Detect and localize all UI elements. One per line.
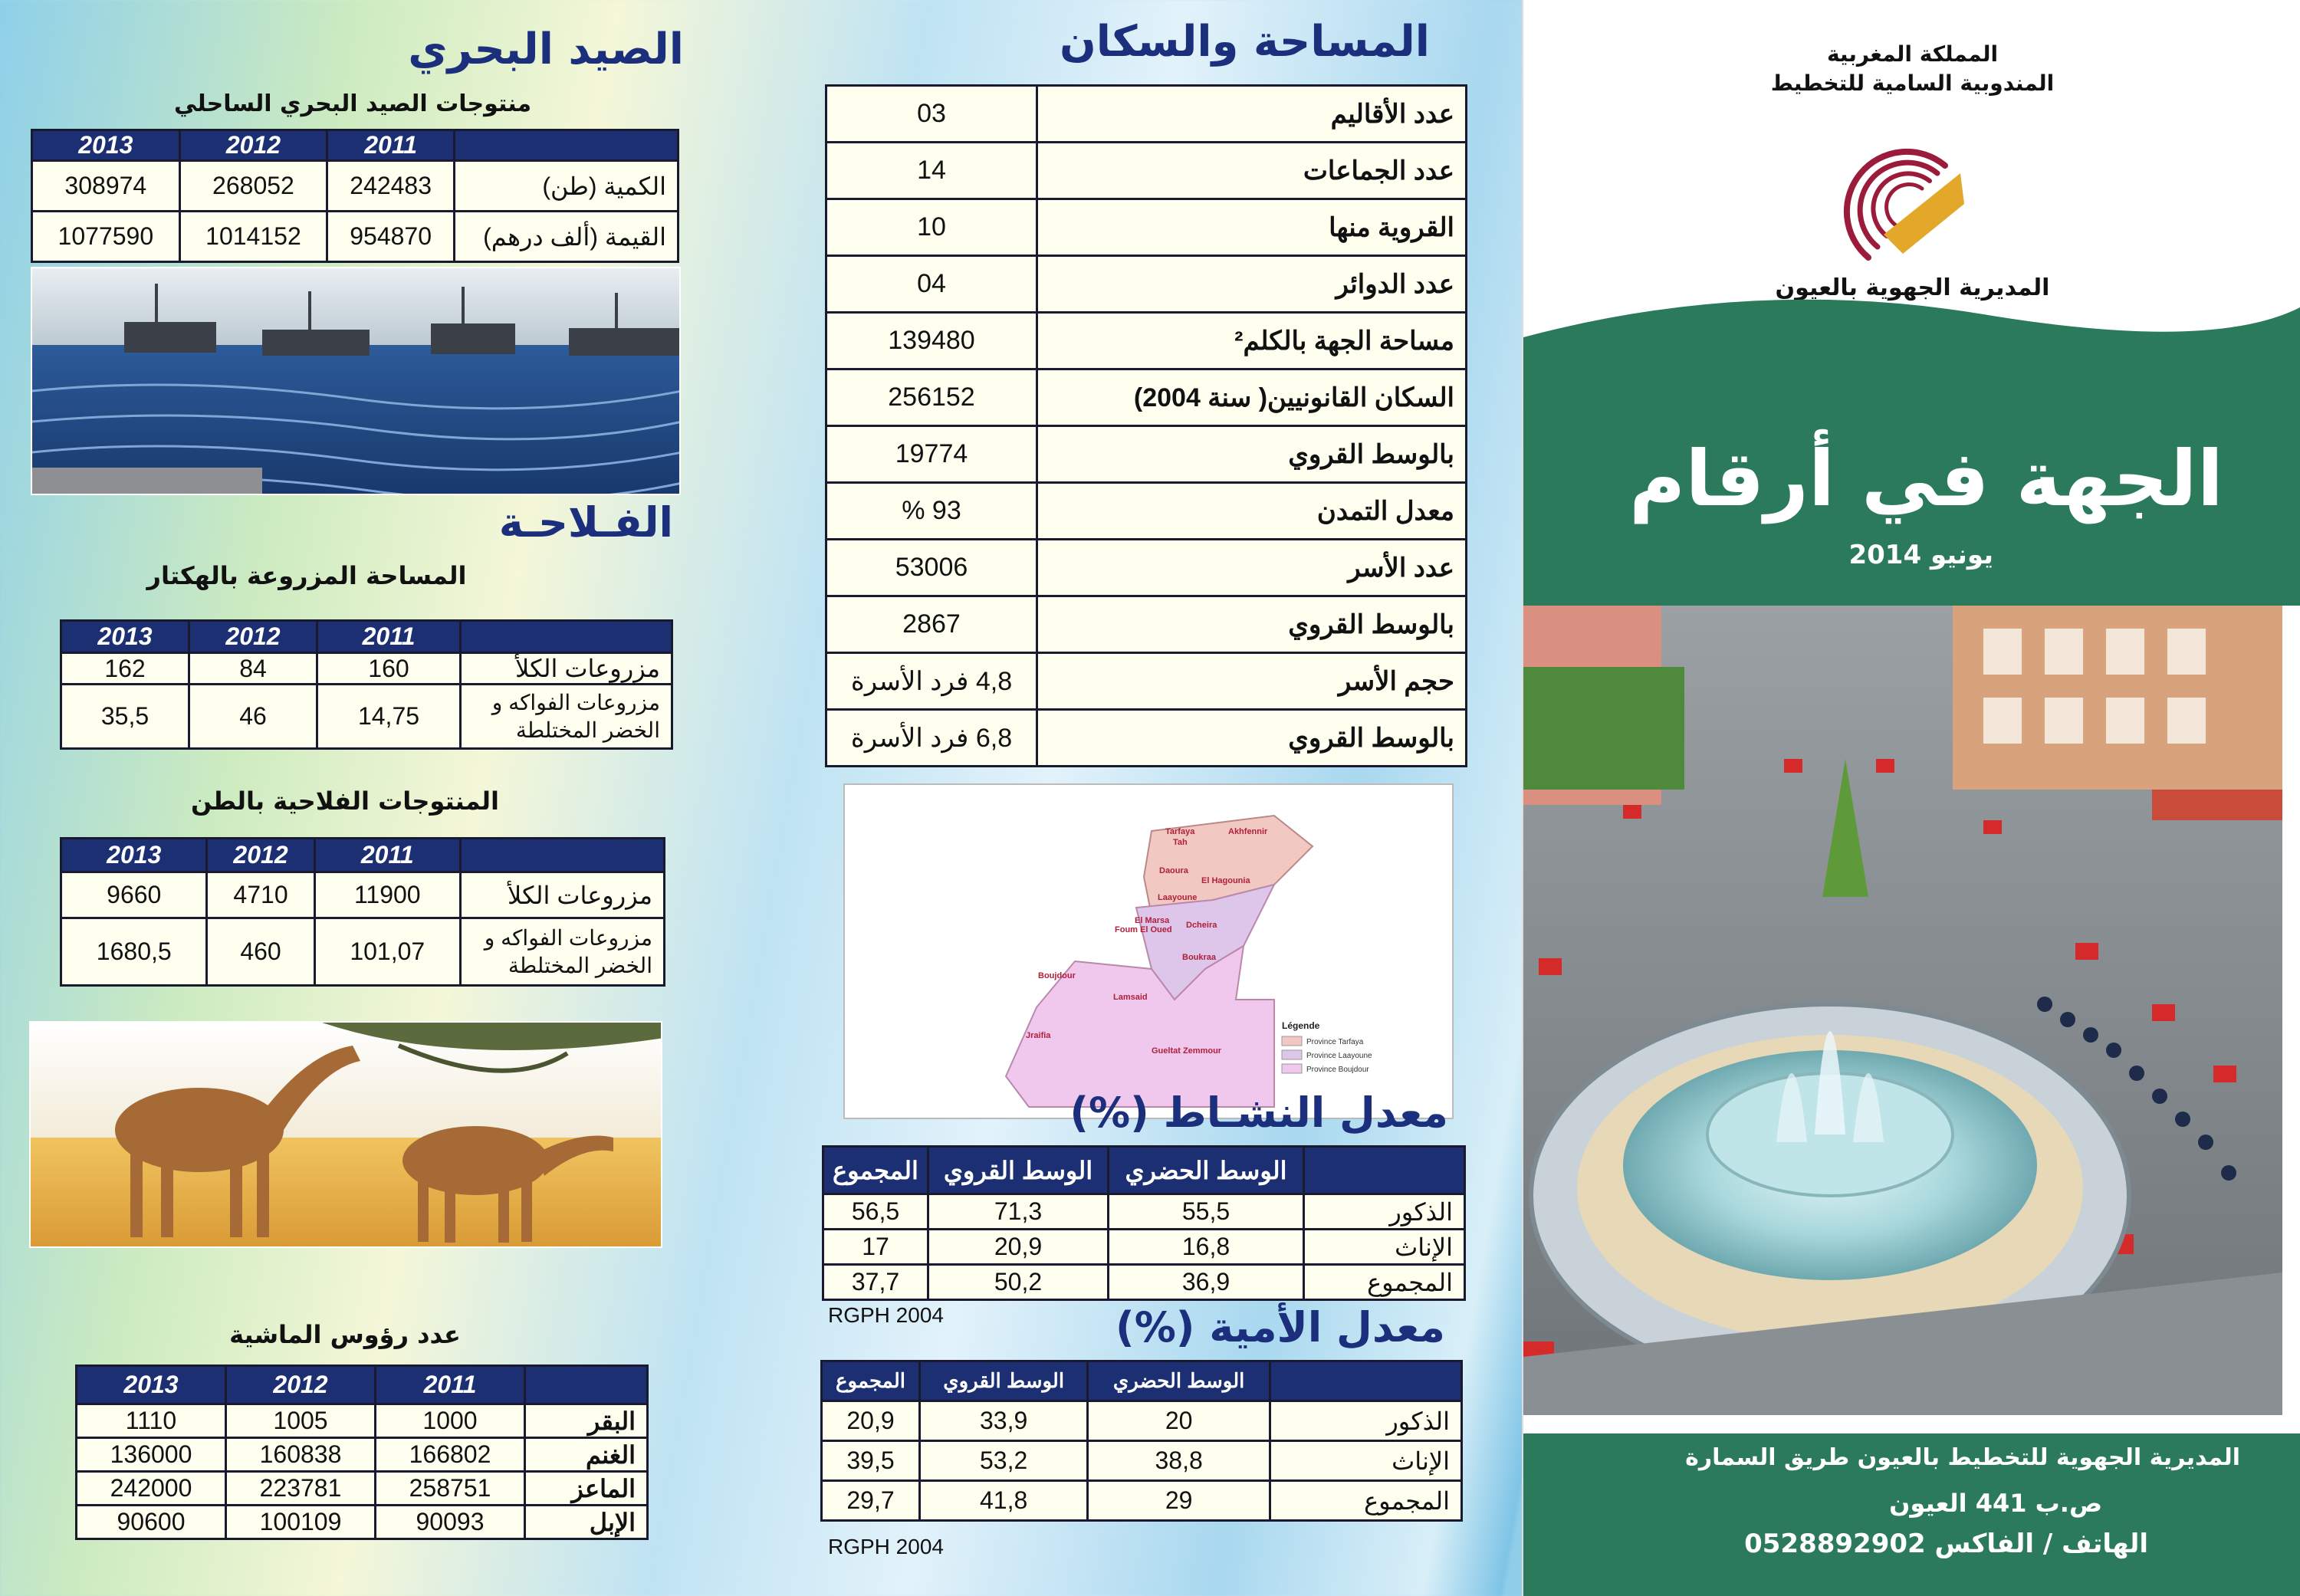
livestock-cell: 100109 <box>226 1506 376 1539</box>
agri-area-cell: 162 <box>61 653 189 685</box>
illiteracy-row-label: الإناث <box>1270 1441 1462 1481</box>
livestock-cell: 136000 <box>77 1438 226 1472</box>
livestock-cell: 90093 <box>376 1506 525 1539</box>
illiteracy-header-empty <box>1270 1361 1462 1401</box>
map-legend-item: Province Laayoune <box>1306 1052 1372 1060</box>
activity-col-rural: الوسط القروي <box>928 1147 1108 1194</box>
area-population-label: بالوسط القروي <box>1037 426 1467 483</box>
agri-prod-cell: 11900 <box>314 872 460 918</box>
area-population-label: عدد الجماعات <box>1037 143 1467 199</box>
cover-date: يونيو 2014 <box>1848 540 1993 570</box>
activity-cell: 17 <box>823 1230 928 1265</box>
agri-prod-cell: 4710 <box>207 872 314 918</box>
table-row <box>823 1194 1465 1230</box>
agri-area-table <box>60 619 673 750</box>
activity-cell: 56,5 <box>823 1194 928 1230</box>
left-panel <box>0 0 767 1596</box>
fishing-cell: 242483 <box>327 161 455 212</box>
area-population-label: عدد الدوائر <box>1037 256 1467 313</box>
area-population-label: القروية منها <box>1037 199 1467 256</box>
illiteracy-cell: 20,9 <box>822 1401 920 1441</box>
illiteracy-cell: 20 <box>1088 1401 1270 1441</box>
table-row <box>822 1441 1462 1481</box>
agri-area-row-label: مزروعات الفواكه و الخضر المختلطة <box>461 685 672 749</box>
table-row <box>61 685 672 749</box>
table-row <box>77 1404 648 1438</box>
fishing-cell: 268052 <box>179 161 327 212</box>
area-population-label: بالوسط القروي <box>1037 710 1467 767</box>
map-label: Tah <box>1173 838 1188 847</box>
agri-area-cell: 46 <box>189 685 317 749</box>
illiteracy-col-total: المجموع <box>822 1361 920 1401</box>
illiteracy-cell: 29 <box>1088 1481 1270 1521</box>
illiteracy-cell: 38,8 <box>1088 1441 1270 1481</box>
fishing-cell: 1014152 <box>179 212 327 262</box>
agri-prod-cell: 1680,5 <box>61 918 207 986</box>
livestock-year-2013: 2013 <box>77 1366 226 1404</box>
table-row <box>32 161 678 212</box>
table-row <box>32 212 678 262</box>
map-region-boujdour <box>1006 946 1274 1107</box>
area-population-value: 6,8 فرد الأسرة <box>826 710 1037 767</box>
map-label: Daoura <box>1159 866 1188 875</box>
illiteracy-cell: 41,8 <box>920 1481 1088 1521</box>
agri-area-year-2013: 2013 <box>61 621 189 653</box>
livestock-row-label: الإبل <box>525 1506 648 1539</box>
agri-area-year-2011: 2011 <box>317 621 461 653</box>
fishing-year-2011: 2011 <box>327 130 455 161</box>
illiteracy-cell: 33,9 <box>920 1401 1088 1441</box>
livestock-row-label: البقر <box>525 1404 648 1438</box>
illiteracy-cell: 29,7 <box>822 1481 920 1521</box>
table-row <box>61 872 665 918</box>
map-legend-item: Province Boujdour <box>1306 1066 1369 1074</box>
fishing-row-label: الكمية (طن) <box>455 161 678 212</box>
livestock-year-2012: 2012 <box>226 1366 376 1404</box>
area-population-label: بالوسط القروي <box>1037 596 1467 653</box>
agri-prod-year-2012: 2012 <box>207 839 314 872</box>
area-population-label: معدل التمدن <box>1037 483 1467 540</box>
table-row <box>822 1401 1462 1441</box>
fishing-cell: 954870 <box>327 212 455 262</box>
agri-prod-cell: 9660 <box>61 872 207 918</box>
table-row <box>826 313 1467 369</box>
table-row <box>822 1481 1462 1521</box>
fishing-row-label: القيمة (ألف درهم) <box>455 212 678 262</box>
illiteracy-source: RGPH 2004 <box>828 1535 944 1558</box>
table-row <box>826 596 1467 653</box>
table-row <box>77 1472 648 1506</box>
area-population-table <box>825 84 1467 767</box>
livestock-cell: 90600 <box>77 1506 226 1539</box>
livestock-table <box>75 1364 649 1540</box>
fishing-header-empty <box>455 130 678 161</box>
table-row <box>826 369 1467 426</box>
activity-cell: 36,9 <box>1109 1265 1304 1300</box>
agri-area-cell: 84 <box>189 653 317 685</box>
fishing-cell: 1077590 <box>32 212 180 262</box>
illiteracy-cell: 39,5 <box>822 1441 920 1481</box>
agri-prod-cell: 460 <box>207 918 314 986</box>
livestock-cell: 242000 <box>77 1472 226 1506</box>
illiteracy-cell: 53,2 <box>920 1441 1088 1481</box>
middle-panel <box>767 0 1522 1596</box>
map-label: El Marsa <box>1135 916 1170 925</box>
directorate-name: المديرية الجهوية بالعيون <box>1775 274 2050 301</box>
table-row <box>826 143 1467 199</box>
agriculture-title: الفـلاحـة <box>498 498 673 547</box>
area-population-value: 14 <box>826 143 1037 199</box>
camels-photo <box>29 1021 662 1248</box>
activity-row-label: المجموع <box>1304 1265 1465 1300</box>
area-population-label: حجم الأسر <box>1037 653 1467 710</box>
table-row <box>826 653 1467 710</box>
area-population-value: 53006 <box>826 540 1037 596</box>
area-population-value: 04 <box>826 256 1037 313</box>
fishing-year-2013: 2013 <box>32 130 180 161</box>
livestock-row-label: الغنم <box>525 1438 648 1472</box>
agri-area-header-empty <box>461 621 672 653</box>
area-population-value: 2867 <box>826 596 1037 653</box>
livestock-cell: 160838 <box>226 1438 376 1472</box>
agri-area-year-2012: 2012 <box>189 621 317 653</box>
illiteracy-title: معدل الأمية (%) <box>1116 1303 1445 1351</box>
cover-panel <box>1522 0 2300 1596</box>
map-label: Lamsaid <box>1113 993 1148 1002</box>
table-row <box>826 483 1467 540</box>
activity-row-label: الإناث <box>1304 1230 1465 1265</box>
activity-cell: 55,5 <box>1109 1194 1304 1230</box>
map-label: Dcheira <box>1186 921 1217 930</box>
livestock-subtitle: عدد رؤوس الماشية <box>229 1320 461 1349</box>
area-population-label: عدد الأسر <box>1037 540 1467 596</box>
map-label: Foum El Oued <box>1115 925 1172 934</box>
harbor-photo <box>31 267 681 495</box>
activity-source: RGPH 2004 <box>828 1303 944 1327</box>
activity-cell: 50,2 <box>928 1265 1108 1300</box>
agri-area-cell: 14,75 <box>317 685 461 749</box>
agri-area-row-label: مزروعات الكلأ <box>461 653 672 685</box>
area-population-value: 19774 <box>826 426 1037 483</box>
map-legend-title: Légende <box>1282 1020 1320 1031</box>
area-population-value: 93 % <box>826 483 1037 540</box>
activity-col-total: المجموع <box>823 1147 928 1194</box>
agri-area-cell: 160 <box>317 653 461 685</box>
hcp-logo-icon <box>1830 120 1968 273</box>
livestock-cell: 223781 <box>226 1472 376 1506</box>
region-map <box>843 783 1454 1119</box>
livestock-cell: 1000 <box>376 1404 525 1438</box>
cover-title: الجهة في أرقام <box>1629 434 2223 524</box>
agri-prod-subtitle: المنتوجات الفلاحية بالطن <box>191 787 499 816</box>
map-label: Akhfennir <box>1228 827 1268 836</box>
agri-prod-year-2011: 2011 <box>314 839 460 872</box>
agri-prod-year-2013: 2013 <box>61 839 207 872</box>
area-population-label: السكان القانونيين( سنة 2004) <box>1037 369 1467 426</box>
table-row <box>826 256 1467 313</box>
livestock-header-empty <box>525 1366 648 1404</box>
illiteracy-row-label: المجموع <box>1270 1481 1462 1521</box>
livestock-cell: 1005 <box>226 1404 376 1438</box>
table-row <box>77 1506 648 1539</box>
activity-table <box>822 1145 1466 1301</box>
activity-cell: 20,9 <box>928 1230 1108 1265</box>
map-label: Boukraa <box>1182 953 1217 962</box>
table-row <box>826 199 1467 256</box>
activity-cell: 37,7 <box>823 1265 928 1300</box>
activity-row-label: الذكور <box>1304 1194 1465 1230</box>
agri-prod-row-label: مزروعات الكلأ <box>461 872 665 918</box>
fishing-cell: 308974 <box>32 161 180 212</box>
livestock-cell: 166802 <box>376 1438 525 1472</box>
illiteracy-col-urban: الوسط الحضري <box>1088 1361 1270 1401</box>
illiteracy-col-rural: الوسط القروي <box>920 1361 1088 1401</box>
map-label: Boujdour <box>1038 971 1076 980</box>
area-population-label: عدد الأقاليم <box>1037 86 1467 143</box>
address-line-2: ص.ب 441 العيون <box>1889 1489 2102 1518</box>
table-row <box>826 86 1467 143</box>
kingdom-name: المملكة المغربية <box>1826 41 1999 67</box>
map-label: Jraifia <box>1026 1031 1051 1040</box>
agri-prod-row-label: مزروعات الفواكه و الخضر المختلطة <box>461 918 665 986</box>
address-line-3: الهاتف / الفاكس 0528892902 <box>1744 1529 2148 1559</box>
table-row <box>823 1230 1465 1265</box>
table-row <box>77 1438 648 1472</box>
area-population-value: 4,8 فرد الأسرة <box>826 653 1037 710</box>
agri-prod-header-empty <box>461 839 665 872</box>
table-row <box>826 540 1467 596</box>
activity-header-empty <box>1304 1147 1465 1194</box>
area-population-value: 139480 <box>826 313 1037 369</box>
table-row <box>823 1265 1465 1300</box>
fishing-year-2012: 2012 <box>179 130 327 161</box>
table-row <box>61 918 665 986</box>
illiteracy-row-label: الذكور <box>1270 1401 1462 1441</box>
address-line-1: المديرية الجهوية للتخطيط بالعيون طريق السمارة <box>1685 1444 2240 1471</box>
area-population-value: 10 <box>826 199 1037 256</box>
table-row <box>826 710 1467 767</box>
table-row <box>61 653 672 685</box>
cover-footer <box>1523 1433 2300 1596</box>
map-label: Gueltat Zemmour <box>1152 1046 1222 1056</box>
fishing-subtitle: منتوجات الصيد البحري الساحلي <box>173 90 532 117</box>
fishing-table <box>31 129 679 263</box>
fountain-photo <box>1523 606 2282 1415</box>
agri-area-cell: 35,5 <box>61 685 189 749</box>
illiteracy-table <box>820 1360 1463 1522</box>
activity-title: معدل النشـاط (%) <box>1070 1089 1448 1137</box>
agri-prod-table <box>60 837 665 987</box>
activity-cell: 71,3 <box>928 1194 1108 1230</box>
agri-area-subtitle: المساحة المزروعة بالهكتار <box>146 561 467 590</box>
map-label: Laayoune <box>1158 893 1198 902</box>
livestock-cell: 1110 <box>77 1404 226 1438</box>
agri-prod-cell: 101,07 <box>314 918 460 986</box>
activity-cell: 16,8 <box>1109 1230 1304 1265</box>
table-row <box>826 426 1467 483</box>
activity-col-urban: الوسط الحضري <box>1109 1147 1304 1194</box>
fishing-title: الصيد البحري <box>408 25 684 74</box>
area-population-title: المساحة والسكان <box>1060 17 1430 67</box>
livestock-row-label: الماعز <box>525 1472 648 1506</box>
area-population-value: 256152 <box>826 369 1037 426</box>
map-label: El Hagounia <box>1201 876 1250 885</box>
map-legend-item: Province Tarfaya <box>1306 1038 1364 1046</box>
area-population-label: مساحة الجهة بالكلم² <box>1037 313 1467 369</box>
area-population-value: 03 <box>826 86 1037 143</box>
map-label: Tarfaya <box>1165 827 1195 836</box>
hcp-name: المندوبية السامية للتخطيط <box>1770 71 2055 96</box>
livestock-year-2011: 2011 <box>376 1366 525 1404</box>
livestock-cell: 258751 <box>376 1472 525 1506</box>
